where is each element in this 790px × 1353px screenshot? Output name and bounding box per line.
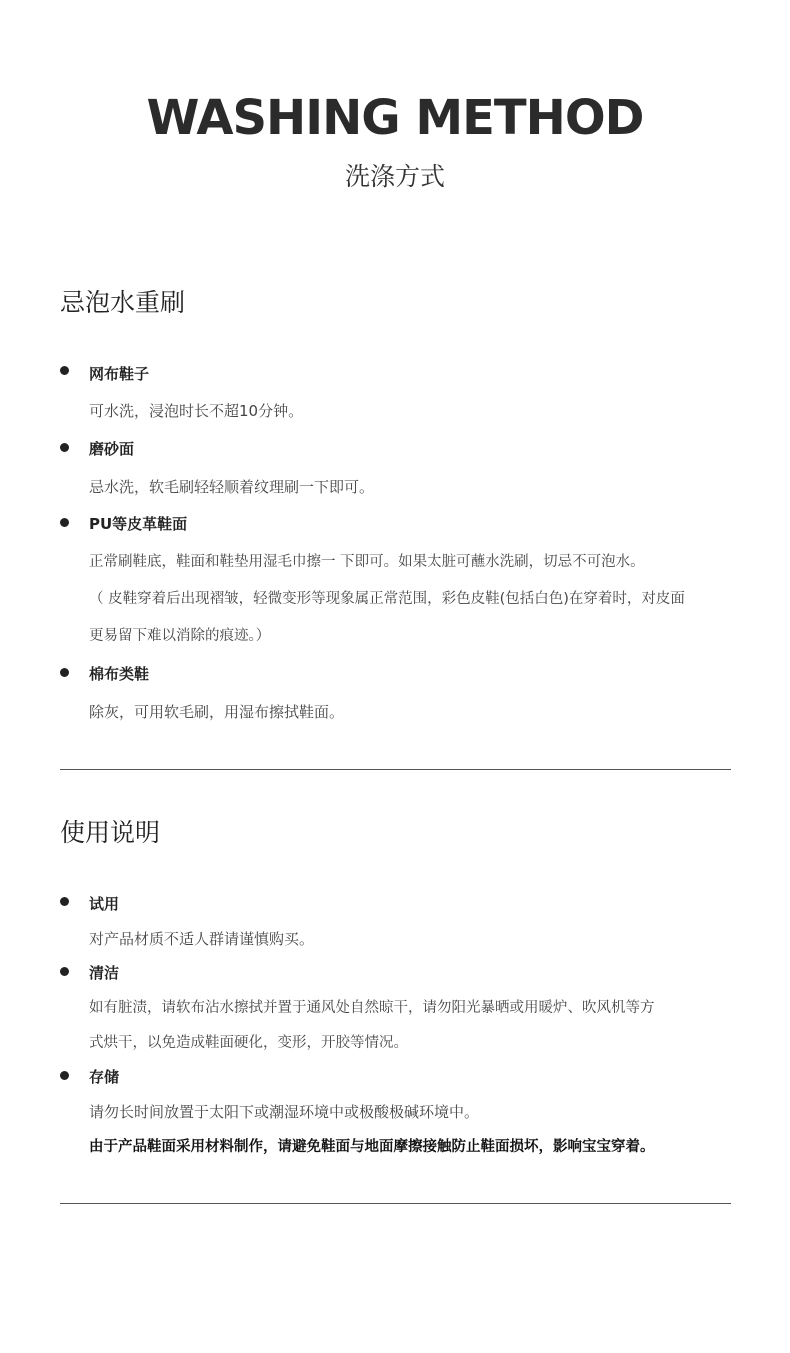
section-title-instructions: 使用说明 [60, 818, 161, 847]
item-label-suede: 磨砂面 [89, 440, 135, 458]
item-text: 对产品材质不适人群请谨慎购买。 [89, 930, 315, 948]
item-text: 正常刷鞋底，鞋面和鞋垫用湿毛巾擦一 下即可。如果太脏可蘸水洗刷，切忌不可泡水。 [89, 554, 645, 570]
bullet-icon [60, 668, 69, 677]
section-title-washing: 忌泡水重刷 [60, 288, 186, 317]
bullet-icon [60, 443, 69, 452]
item-text: 可水洗，浸泡时长不超10分钟。 [89, 402, 304, 420]
divider [60, 769, 731, 770]
bullet-icon [60, 518, 69, 527]
item-text: 除灰，可用软毛刷，用湿布擦拭鞋面。 [89, 703, 345, 721]
item-text: 更易留下难以消除的痕迹。） [89, 628, 271, 644]
bullet-icon [60, 366, 69, 375]
item-text: 式烘干，以免造成鞋面硬化，变形，开胶等情况。 [89, 1035, 408, 1051]
item-label-cotton-shoes: 棉布类鞋 [89, 665, 150, 683]
item-label-cleaning: 清洁 [89, 964, 120, 982]
bullet-icon [60, 967, 69, 976]
notice-text: 由于产品鞋面采用材料制作，请避免鞋面与地面摩擦接触防止鞋面损坏，影响宝宝穿着。 [89, 1139, 655, 1155]
item-label-pu-leather: PU等皮革鞋面 [89, 515, 188, 533]
item-text: 忌水洗，软毛刷轻轻顺着纹理刷一下即可。 [89, 478, 375, 496]
bullet-icon [60, 897, 69, 906]
item-label-mesh-shoes: 网布鞋子 [89, 365, 150, 383]
item-text: （ 皮鞋穿着后出现褶皱，轻微变形等现象属正常范围，彩色皮鞋(包括白色)在穿着时，对皮面 [89, 591, 685, 607]
item-text: 请勿长时间放置于太阳下或潮湿环境中或极酸极碱环境中。 [89, 1103, 480, 1121]
item-text: 如有脏渍，请软布沾水擦拭并置于通风处自然晾干，请勿阳光暴晒或用暖炉、吹风机等方 [89, 1000, 655, 1016]
item-label-storage: 存储 [89, 1068, 120, 1086]
page-title: WASHING METHOD [146, 90, 644, 146]
page-subtitle: 洗涤方式 [344, 162, 445, 191]
bullet-icon [60, 1071, 69, 1080]
item-label-trial: 试用 [89, 895, 120, 913]
divider [60, 1203, 731, 1204]
